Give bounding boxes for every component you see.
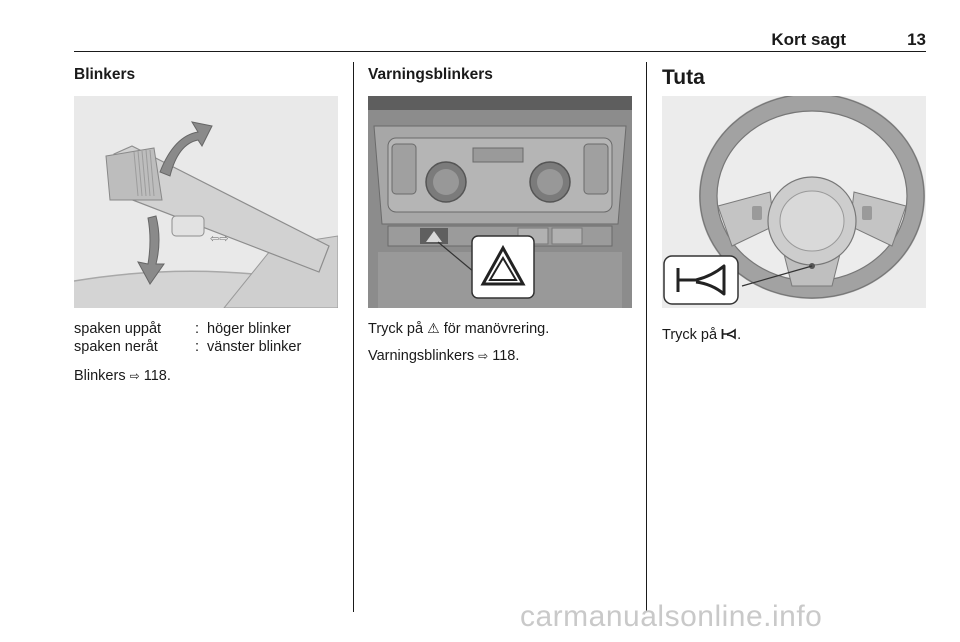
ref-text: Blinkers — [74, 368, 126, 384]
section-heading-varningsblinkers: Varningsblinkers — [368, 66, 493, 83]
header-rule — [74, 51, 926, 52]
instruction — [662, 326, 741, 344]
column-divider — [646, 62, 647, 612]
page-number: 13 — [907, 30, 926, 49]
section-heading-blinkers: Blinkers — [74, 66, 136, 83]
arrow-reference-icon: ⇨ — [478, 349, 489, 363]
cross-reference — [74, 367, 171, 385]
instruction-text: Tryck på — [662, 327, 718, 343]
watermark: carmanualsonline.info — [520, 600, 823, 633]
definition-separator: : — [195, 321, 200, 337]
definition-term: spaken neråt — [74, 339, 158, 355]
turn-signal-lever-illustration — [74, 96, 338, 308]
steering-wheel-horn-illustration — [662, 96, 926, 308]
instruction — [368, 320, 549, 338]
arrow-reference-icon: ⇨ — [129, 369, 140, 383]
hazard-switch-console-illustration — [368, 96, 632, 308]
hazard-warning-icon: ⚠ — [427, 321, 440, 337]
instruction-text: . — [737, 327, 742, 343]
definition-term: spaken uppåt — [74, 321, 162, 337]
horn-icon — [721, 328, 737, 340]
definition-desc: höger blinker — [207, 321, 291, 337]
ref-page: 118. — [492, 348, 520, 364]
column-divider — [353, 62, 354, 612]
section-heading-tuta: Tuta — [662, 66, 705, 89]
svg-text:⇦⇨: ⇦⇨ — [210, 232, 229, 245]
ref-text: Varningsblinkers — [368, 348, 475, 364]
cross-reference — [368, 347, 519, 365]
instruction-text: Tryck på — [368, 321, 424, 337]
definition-desc: vänster blinker — [207, 339, 302, 355]
header-title: Kort sagt — [771, 30, 846, 49]
instruction-text: för manövrering. — [443, 321, 550, 337]
ref-page: 118. — [143, 368, 171, 384]
definition-separator: : — [195, 339, 200, 355]
